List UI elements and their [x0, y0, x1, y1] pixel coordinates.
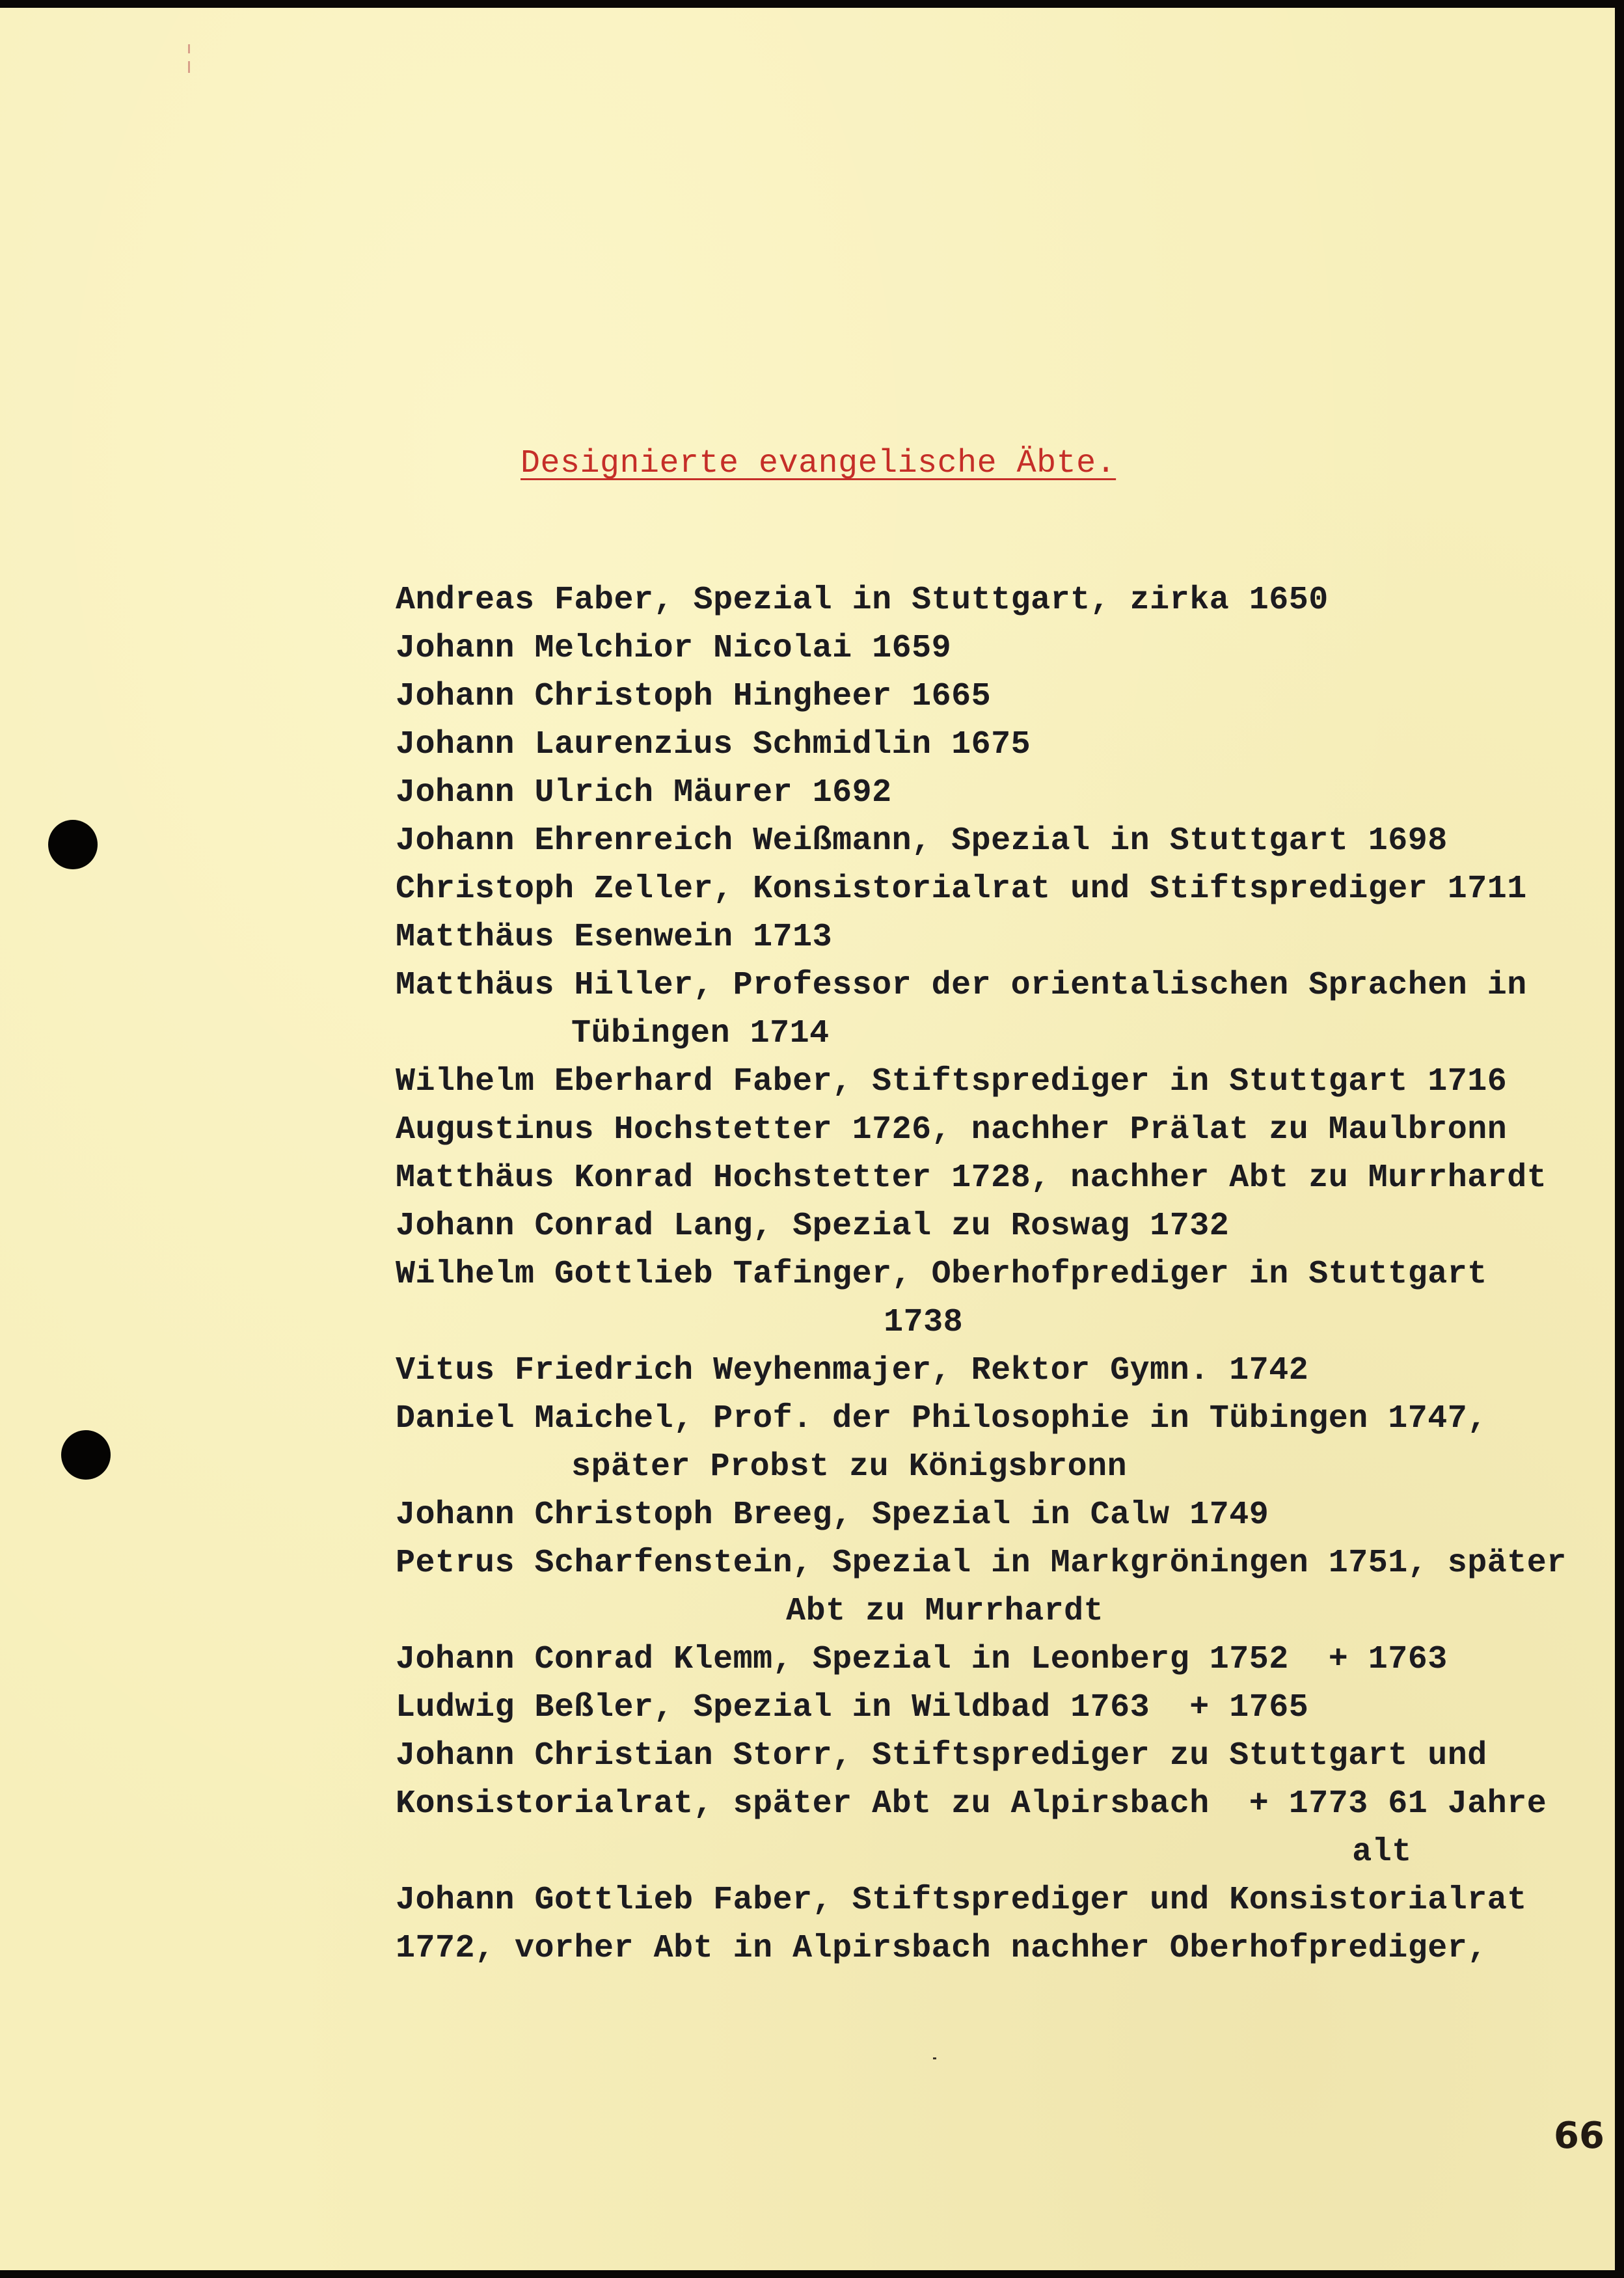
entry-continuation: Abt zu Murrhardt	[786, 1593, 1104, 1630]
ink-speck	[933, 2057, 936, 2059]
entry-continuation: Tübingen 1714	[571, 1015, 830, 1052]
entry-text: Johann Gottlieb Faber, Stiftsprediger und Konsistorialrat	[396, 1882, 1527, 1919]
entry-text: Andreas Faber, Spezial in Stuttgart, zirka 1650	[396, 582, 1329, 619]
list-item	[396, 769, 1567, 817]
list-item	[396, 1202, 1567, 1251]
entry-text: Ludwig Beßler, Spezial in Wildbad 1763 + 1765	[396, 1689, 1309, 1726]
entry-text: Johann Ulrich Mäurer 1692	[396, 774, 892, 811]
entry-text: Wilhelm Eberhard Faber, Stiftsprediger in Stuttgart 1716	[396, 1063, 1508, 1100]
entry-text: Johann Christoph Breeg, Spezial in Calw 1749	[396, 1497, 1269, 1534]
list-item	[396, 1154, 1567, 1202]
entry-text: Matthäus Esenwein 1713	[396, 919, 833, 956]
entry-text: Johann Christoph Hingheer 1665	[396, 678, 992, 715]
entry-continuation: später Probst zu Königsbronn	[571, 1448, 1128, 1485]
list-item	[396, 1106, 1567, 1154]
entry-text: Johann Ehrenreich Weißmann, Spezial in Stuttgart 1698	[396, 822, 1448, 860]
entry-text: Johann Laurenzius Schmidlin 1675	[396, 726, 1031, 763]
entry-text: Vitus Friedrich Weyhenmajer, Rektor Gymn. 1742	[396, 1352, 1309, 1389]
list-item	[396, 817, 1567, 865]
document-page	[0, 8, 1615, 2270]
entry-text: Johann Christian Storr, Stiftsprediger zu Stuttgart und	[396, 1737, 1487, 1774]
entry-continuation: 1738	[884, 1304, 964, 1341]
list-item	[396, 721, 1567, 769]
list-item	[396, 1732, 1567, 1877]
list-item	[396, 1058, 1567, 1106]
entry-continuation: Konsistorialrat, später Abt zu Alpirsbach + 1773 61 Jahre	[396, 1785, 1547, 1823]
entry-text: Petrus Scharfenstein, Spezial in Markgröningen 1751, später	[396, 1545, 1567, 1582]
page-number: 66	[1554, 2115, 1604, 2157]
abbot-list	[396, 576, 1567, 1973]
entry-text: Christoph Zeller, Konsistorialrat und Stiftsprediger 1711	[396, 871, 1527, 908]
entry-text: Matthäus Hiller, Professor der orientalischen Sprachen in	[396, 967, 1527, 1004]
margin-mark	[188, 61, 190, 73]
list-item	[396, 1491, 1567, 1539]
list-item	[396, 1395, 1567, 1491]
entry-text: Johann Melchior Nicolai 1659	[396, 630, 952, 667]
list-item	[396, 1684, 1567, 1732]
entry-text: Augustinus Hochstetter 1726, nachher Prälat zu Maulbronn	[396, 1111, 1508, 1148]
entry-text: Matthäus Konrad Hochstetter 1728, nachher Abt zu Murrhardt	[396, 1159, 1547, 1197]
document-title: Designierte evangelische Äbte.	[521, 445, 1116, 482]
list-item	[396, 1251, 1567, 1347]
list-item	[396, 1877, 1567, 1973]
margin-mark	[188, 44, 190, 53]
list-item	[396, 576, 1567, 625]
list-item	[396, 1636, 1567, 1684]
entry-continuation: 1772, vorher Abt in Alpirsbach nachher Oberhofprediger,	[396, 1930, 1487, 1967]
entry-text: Wilhelm Gottlieb Tafinger, Oberhofprediger in Stuttgart	[396, 1256, 1487, 1293]
list-item	[396, 865, 1567, 914]
entry-text: Johann Conrad Klemm, Spezial in Leonberg 1752 + 1763	[396, 1641, 1448, 1678]
entry-continuation: alt	[1352, 1834, 1412, 1871]
punch-hole	[48, 820, 98, 869]
entry-text: Johann Conrad Lang, Spezial zu Roswag 1732	[396, 1208, 1230, 1245]
punch-hole	[61, 1430, 111, 1480]
list-item	[396, 914, 1567, 962]
list-item	[396, 1347, 1567, 1395]
entry-text: Daniel Maichel, Prof. der Philosophie in Tübingen 1747,	[396, 1400, 1487, 1437]
list-item	[396, 1539, 1567, 1636]
list-item	[396, 625, 1567, 673]
list-item	[396, 962, 1567, 1058]
list-item	[396, 673, 1567, 721]
